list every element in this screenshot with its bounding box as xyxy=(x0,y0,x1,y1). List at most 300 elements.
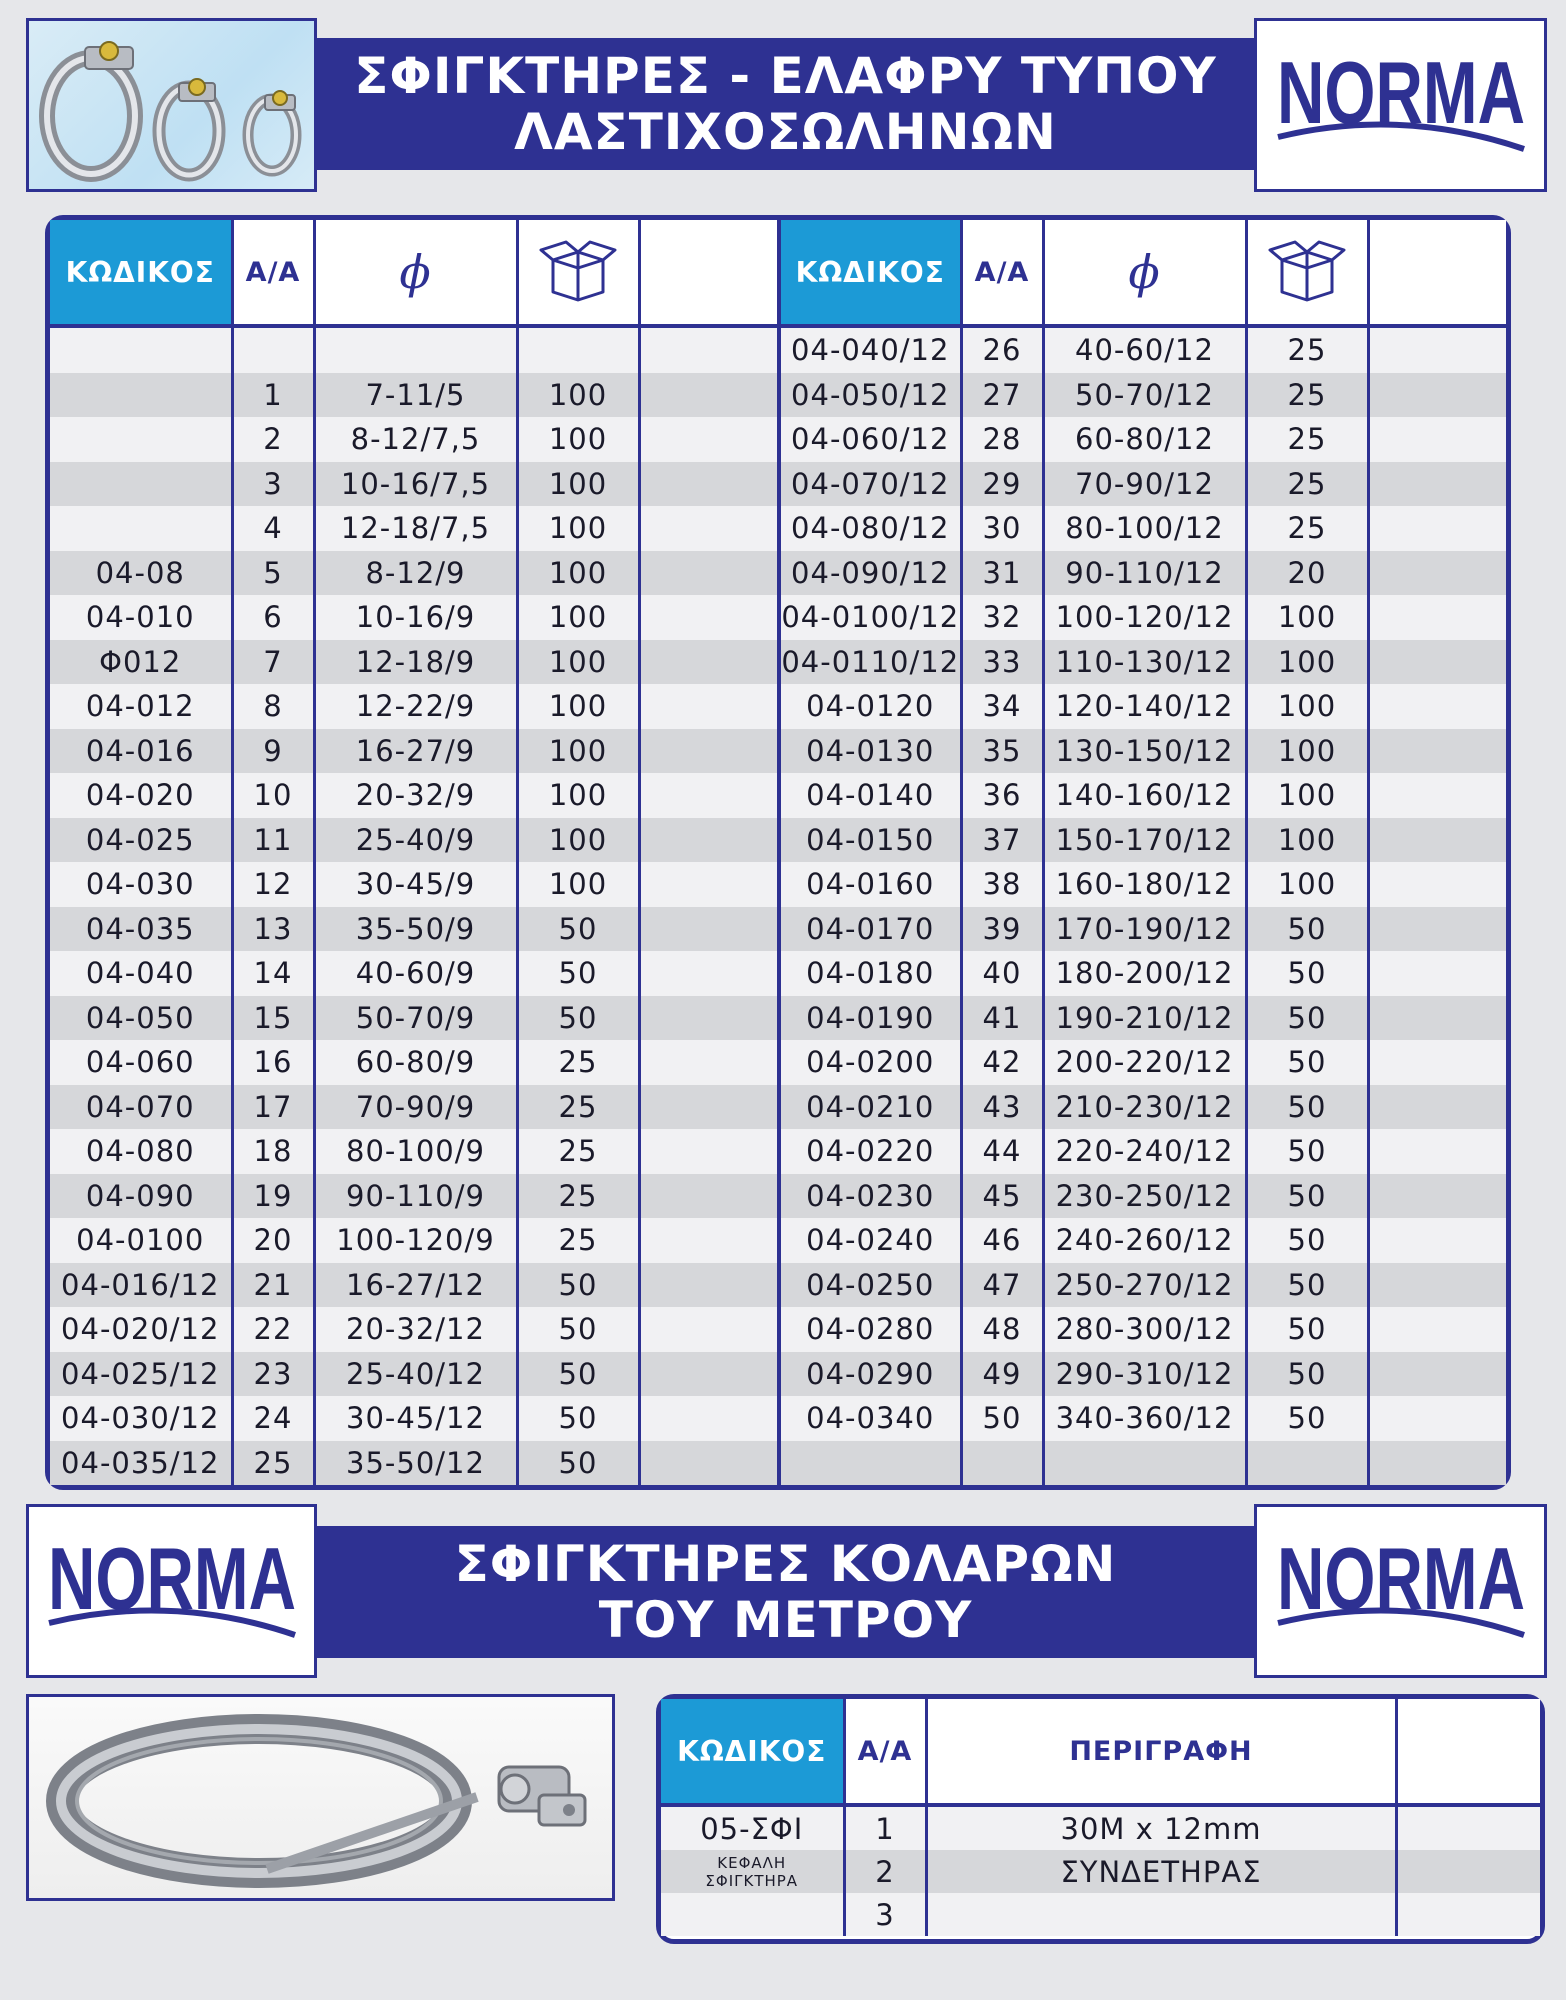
cell-pack-qty: 25 xyxy=(517,1218,639,1263)
cell-empty xyxy=(639,1263,779,1308)
cell-aa: 3 xyxy=(232,462,314,507)
box-icon xyxy=(537,236,619,302)
cell-empty xyxy=(639,996,779,1041)
cell-empty-right xyxy=(1368,595,1506,640)
table-row xyxy=(50,1396,1506,1441)
norma-logo-mark xyxy=(41,1531,303,1651)
cell-pack-qty: 50 xyxy=(517,951,639,996)
cell-aa: 5 xyxy=(232,551,314,596)
cell-empty-right xyxy=(1368,818,1506,863)
cell-empty xyxy=(639,1129,779,1174)
cell-code-right: 04-060/12 xyxy=(779,417,961,462)
cell-aa: 7 xyxy=(232,640,314,685)
cell-empty-right xyxy=(1368,462,1506,507)
cell-diameter: 80-100/9 xyxy=(314,1129,517,1174)
cell-aa: 17 xyxy=(232,1085,314,1130)
cell-diameter-right: 210-230/12 xyxy=(1043,1085,1246,1130)
cell-pack-qty-right: 100 xyxy=(1246,818,1368,863)
section2-title-line2: ΤΟΥ ΜΕΤΡΟΥ xyxy=(598,1591,973,1649)
cell-code-right: 04-0340 xyxy=(779,1396,961,1441)
cell-empty xyxy=(639,729,779,774)
cell-aa-right: 33 xyxy=(961,640,1043,685)
cell-aa: 25 xyxy=(232,1441,314,1486)
cell-empty-right xyxy=(1368,1396,1506,1441)
cell-diameter: 8-12/7,5 xyxy=(314,417,517,462)
cell-empty-right xyxy=(1368,640,1506,685)
cell-aa-right: 29 xyxy=(961,462,1043,507)
cell-aa-right xyxy=(961,1441,1043,1486)
cell-diameter: 60-80/9 xyxy=(314,1040,517,1085)
cell-pack-qty-right: 100 xyxy=(1246,640,1368,685)
cell-empty xyxy=(639,1352,779,1397)
cell-empty xyxy=(639,462,779,507)
cell-aa-right: 38 xyxy=(961,862,1043,907)
cell-diameter: 40-60/9 xyxy=(314,951,517,996)
cell-empty-right xyxy=(1368,1441,1506,1486)
cell-code xyxy=(50,506,232,551)
norma-logo-text: NORMA xyxy=(1276,43,1525,142)
cell-code-right: 04-0280 xyxy=(779,1307,961,1352)
cell-pack-qty-right: 50 xyxy=(1246,1396,1368,1441)
col-header-empty xyxy=(639,220,779,326)
cell-pack-qty-right: 50 xyxy=(1246,1085,1368,1130)
cell-aa: 15 xyxy=(232,996,314,1041)
cell-code: 04-08 xyxy=(50,551,232,596)
cell-pack-qty: 100 xyxy=(517,729,639,774)
cell-pack-qty: 25 xyxy=(517,1129,639,1174)
cell-aa: 20 xyxy=(232,1218,314,1263)
cell-empty-right xyxy=(1368,951,1506,996)
cell-pack-qty-right: 50 xyxy=(1246,1263,1368,1308)
cell-diameter: 90-110/9 xyxy=(314,1174,517,1219)
col-header-diameter-right xyxy=(1043,220,1246,326)
cell-empty-right xyxy=(1368,1307,1506,1352)
cell-diameter: 12-18/9 xyxy=(314,640,517,685)
cell-pack-qty-right xyxy=(1246,1441,1368,1486)
cell-diameter: 35-50/9 xyxy=(314,907,517,952)
cell-code: 04-016/12 xyxy=(50,1263,232,1308)
cell-code: 04-030/12 xyxy=(50,1396,232,1441)
cell-empty-right xyxy=(1368,907,1506,952)
cell-aa: 22 xyxy=(232,1307,314,1352)
cell-empty xyxy=(639,1218,779,1263)
cell-code-right: 04-0130 xyxy=(779,729,961,774)
cell-empty xyxy=(639,595,779,640)
cell-code: 04-010 xyxy=(50,595,232,640)
cell-diameter: 16-27/9 xyxy=(314,729,517,774)
section1-title-line1: ΣΦΙΓΚΤΗΡΕΣ - ΕΛΑΦΡΥ ΤΥΠΟΥ xyxy=(354,47,1217,105)
cell-aa-right: 41 xyxy=(961,996,1043,1041)
cell-code xyxy=(50,417,232,462)
cell-empty-right xyxy=(1368,1174,1506,1219)
cell-pack-qty: 50 xyxy=(517,1307,639,1352)
cell-code-right: 04-080/12 xyxy=(779,506,961,551)
cell-empty-right xyxy=(1368,417,1506,462)
cell-pack-qty-right: 25 xyxy=(1246,326,1368,373)
cell-code xyxy=(661,1893,844,1936)
table-row xyxy=(50,1040,1506,1085)
cell-description xyxy=(926,1893,1396,1936)
cell-code-right: 04-0160 xyxy=(779,862,961,907)
cell-diameter: 12-22/9 xyxy=(314,684,517,729)
cell-pack-qty-right: 50 xyxy=(1246,951,1368,996)
table-row xyxy=(50,1085,1506,1130)
cell-aa: 2 xyxy=(844,1850,926,1893)
cell-diameter: 7-11/5 xyxy=(314,373,517,418)
cell-code-right: 04-0230 xyxy=(779,1174,961,1219)
table-row xyxy=(50,907,1506,952)
cell-diameter-right: 170-190/12 xyxy=(1043,907,1246,952)
cell-code-right: 04-0220 xyxy=(779,1129,961,1174)
cell-code: 04-020/12 xyxy=(50,1307,232,1352)
table-row xyxy=(50,684,1506,729)
cell-pack-qty-right: 100 xyxy=(1246,862,1368,907)
cell-diameter: 16-27/12 xyxy=(314,1263,517,1308)
diameter-symbol: ϕ xyxy=(399,245,432,299)
code-note-line2: ΣΦΙΓΚΤΗΡΑ xyxy=(705,1871,799,1890)
band-roll-illustration xyxy=(29,1697,612,1898)
cell-empty-right xyxy=(1368,373,1506,418)
box-icon xyxy=(1266,236,1348,302)
cell-aa-right: 40 xyxy=(961,951,1043,996)
cell-pack-qty: 100 xyxy=(517,684,639,729)
cell-diameter-right: 200-220/12 xyxy=(1043,1040,1246,1085)
cell-diameter-right: 110-130/12 xyxy=(1043,640,1246,685)
col-header-box-right xyxy=(1246,220,1368,326)
cell-pack-qty: 100 xyxy=(517,862,639,907)
col-header-aa: Α/Α xyxy=(232,220,314,326)
cell-pack-qty-right: 50 xyxy=(1246,1174,1368,1219)
cell-diameter-right: 230-250/12 xyxy=(1043,1174,1246,1219)
cell-code xyxy=(50,373,232,418)
table-row xyxy=(50,1263,1506,1308)
cell-diameter-right: 90-110/12 xyxy=(1043,551,1246,596)
cell-aa: 11 xyxy=(232,818,314,863)
cell-pack-qty: 50 xyxy=(517,1441,639,1486)
cell-diameter-right: 240-260/12 xyxy=(1043,1218,1246,1263)
table-row xyxy=(50,773,1506,818)
cell-empty-right xyxy=(1368,996,1506,1041)
table-row xyxy=(661,1893,1540,1936)
cell-code-right: 04-040/12 xyxy=(779,326,961,373)
cell-empty xyxy=(639,1396,779,1441)
cell-code-right: 04-090/12 xyxy=(779,551,961,596)
norma-logo-left xyxy=(26,1504,317,1678)
cell-pack-qty-right: 50 xyxy=(1246,1352,1368,1397)
norma-logo-text: NORMA xyxy=(47,1529,296,1628)
cell-aa-right: 45 xyxy=(961,1174,1043,1219)
cell-pack-qty: 100 xyxy=(517,551,639,596)
cell-diameter-right: 290-310/12 xyxy=(1043,1352,1246,1397)
table-header-row xyxy=(50,220,1506,326)
table-header-row xyxy=(661,1699,1540,1805)
cell-pack-qty xyxy=(517,326,639,373)
cell-code: 04-025/12 xyxy=(50,1352,232,1397)
cell-aa-right: 44 xyxy=(961,1129,1043,1174)
norma-logo xyxy=(1254,18,1547,192)
cell-empty xyxy=(639,506,779,551)
cell-diameter-right: 70-90/12 xyxy=(1043,462,1246,507)
table-row xyxy=(50,729,1506,774)
cell-aa: 19 xyxy=(232,1174,314,1219)
cell-diameter-right: 250-270/12 xyxy=(1043,1263,1246,1308)
cell-empty-right xyxy=(1368,1352,1506,1397)
table-row xyxy=(50,551,1506,596)
cell-empty-right xyxy=(1368,1040,1506,1085)
band-roll-photo xyxy=(26,1694,615,1901)
col-header-code: ΚΩΔΙΚΟΣ xyxy=(661,1699,844,1805)
cell-diameter-right: 100-120/12 xyxy=(1043,595,1246,640)
cell-empty xyxy=(1396,1893,1540,1936)
cell-empty xyxy=(639,417,779,462)
cell-code: 04-090 xyxy=(50,1174,232,1219)
cell-empty xyxy=(1396,1850,1540,1893)
cell-empty xyxy=(639,1085,779,1130)
cell-diameter: 10-16/9 xyxy=(314,595,517,640)
cell-empty xyxy=(639,1174,779,1219)
cell-aa-right: 47 xyxy=(961,1263,1043,1308)
cell-code: 04-080 xyxy=(50,1129,232,1174)
cell-code-right: 04-0200 xyxy=(779,1040,961,1085)
cell-empty-right xyxy=(1368,1263,1506,1308)
table-row xyxy=(50,595,1506,640)
cell-empty-right xyxy=(1368,551,1506,596)
cell-empty xyxy=(639,1441,779,1486)
cell-aa-right: 50 xyxy=(961,1396,1043,1441)
cell-code-right: 04-0190 xyxy=(779,996,961,1041)
cell-empty-right xyxy=(1368,684,1506,729)
cell-diameter-right: 280-300/12 xyxy=(1043,1307,1246,1352)
col-header-box xyxy=(517,220,639,326)
cell-code: 04-040 xyxy=(50,951,232,996)
cell-aa-right: 36 xyxy=(961,773,1043,818)
cell-aa: 21 xyxy=(232,1263,314,1308)
cell-code: 04-030 xyxy=(50,862,232,907)
cell-code: 05-ΣΦΙ xyxy=(661,1805,844,1850)
cell-diameter: 70-90/9 xyxy=(314,1085,517,1130)
cell-empty xyxy=(1396,1805,1540,1850)
cell-pack-qty-right: 100 xyxy=(1246,773,1368,818)
cell-aa: 2 xyxy=(232,417,314,462)
cell-aa: 4 xyxy=(232,506,314,551)
cell-aa xyxy=(232,326,314,373)
cell-empty-right xyxy=(1368,729,1506,774)
col-header-empty-right xyxy=(1368,220,1506,326)
cell-code-right: 04-0210 xyxy=(779,1085,961,1130)
cell-pack-qty-right: 25 xyxy=(1246,417,1368,462)
cell-pack-qty: 25 xyxy=(517,1085,639,1130)
cell-aa-right: 46 xyxy=(961,1218,1043,1263)
cell-diameter: 10-16/7,5 xyxy=(314,462,517,507)
clamps-table xyxy=(50,220,1506,1485)
cell-code: 04-016 xyxy=(50,729,232,774)
cell-code-right: 04-0170 xyxy=(779,907,961,952)
norma-logo-right xyxy=(1254,1504,1547,1678)
clamps-table-frame xyxy=(45,215,1511,1490)
cell-aa-right: 35 xyxy=(961,729,1043,774)
cell-empty-right xyxy=(1368,1218,1506,1263)
cell-diameter-right: 160-180/12 xyxy=(1043,862,1246,907)
cell-empty xyxy=(639,818,779,863)
cell-pack-qty: 50 xyxy=(517,996,639,1041)
cell-pack-qty: 25 xyxy=(517,1040,639,1085)
cell-pack-qty: 100 xyxy=(517,818,639,863)
cell-diameter: 100-120/9 xyxy=(314,1218,517,1263)
cell-code: 04-035 xyxy=(50,907,232,952)
cell-empty-right xyxy=(1368,1129,1506,1174)
cell-code-right: 04-070/12 xyxy=(779,462,961,507)
cell-aa-right: 26 xyxy=(961,326,1043,373)
cell-aa: 13 xyxy=(232,907,314,952)
cell-diameter: 30-45/12 xyxy=(314,1396,517,1441)
cell-empty xyxy=(639,551,779,596)
cell-aa: 1 xyxy=(232,373,314,418)
cell-aa: 14 xyxy=(232,951,314,996)
norma-logo-mark xyxy=(1270,45,1532,165)
cell-aa-right: 49 xyxy=(961,1352,1043,1397)
cell-empty xyxy=(639,326,779,373)
cell-pack-qty-right: 50 xyxy=(1246,996,1368,1041)
col-header-description: ΠΕΡΙΓΡΑΦΗ xyxy=(926,1699,1396,1805)
diameter-symbol: ϕ xyxy=(1128,245,1161,299)
cell-pack-qty: 25 xyxy=(517,1174,639,1219)
col-header-diameter xyxy=(314,220,517,326)
cell-code-right: 04-0250 xyxy=(779,1263,961,1308)
cell-pack-qty-right: 100 xyxy=(1246,729,1368,774)
cell-pack-qty-right: 20 xyxy=(1246,551,1368,596)
cell-diameter: 20-32/12 xyxy=(314,1307,517,1352)
cell-empty xyxy=(639,773,779,818)
col-header-code-right: ΚΩΔΙΚΟΣ xyxy=(779,220,961,326)
cell-empty-right xyxy=(1368,326,1506,373)
cell-aa: 12 xyxy=(232,862,314,907)
cell-diameter-right xyxy=(1043,1441,1246,1486)
cell-empty xyxy=(639,640,779,685)
cell-code: 04-035/12 xyxy=(50,1441,232,1486)
col-header-code: ΚΩΔΙΚΟΣ xyxy=(50,220,232,326)
cell-pack-qty: 100 xyxy=(517,595,639,640)
table-row xyxy=(50,1307,1506,1352)
cell-diameter: 25-40/12 xyxy=(314,1352,517,1397)
col-header-aa: Α/Α xyxy=(844,1699,926,1805)
cell-empty xyxy=(639,951,779,996)
cell-diameter: 30-45/9 xyxy=(314,862,517,907)
cell-code-right xyxy=(779,1441,961,1486)
cell-aa-right: 27 xyxy=(961,373,1043,418)
cell-code-right: 04-0100/12 xyxy=(779,595,961,640)
cell-pack-qty: 50 xyxy=(517,907,639,952)
cell-diameter-right: 50-70/12 xyxy=(1043,373,1246,418)
cell-aa: 18 xyxy=(232,1129,314,1174)
cell-empty-right xyxy=(1368,773,1506,818)
cell-empty-right xyxy=(1368,862,1506,907)
code-note-line1: ΚΕΦΑΛΗ xyxy=(717,1853,787,1872)
cell-code-right: 04-050/12 xyxy=(779,373,961,418)
cell-diameter-right: 220-240/12 xyxy=(1043,1129,1246,1174)
cell-pack-qty-right: 25 xyxy=(1246,506,1368,551)
table-row xyxy=(50,951,1506,996)
cell-pack-qty-right: 50 xyxy=(1246,1307,1368,1352)
cell-code: Φ012 xyxy=(50,640,232,685)
cell-code: 04-050 xyxy=(50,996,232,1041)
cell-diameter: 50-70/9 xyxy=(314,996,517,1041)
cell-code: 04-012 xyxy=(50,684,232,729)
cell-pack-qty: 100 xyxy=(517,462,639,507)
hose-clamps-photo xyxy=(26,18,317,192)
cell-code-right: 04-0240 xyxy=(779,1218,961,1263)
cell-aa: 8 xyxy=(232,684,314,729)
cell-empty xyxy=(639,684,779,729)
cell-diameter-right: 130-150/12 xyxy=(1043,729,1246,774)
cell-diameter xyxy=(314,326,517,373)
table-row xyxy=(50,326,1506,373)
cell-code: 04-0100 xyxy=(50,1218,232,1263)
cell-empty xyxy=(639,907,779,952)
cell-empty xyxy=(639,862,779,907)
section1-title-band xyxy=(317,38,1254,170)
cell-aa-right: 39 xyxy=(961,907,1043,952)
cell-code-right: 04-0140 xyxy=(779,773,961,818)
cell-aa-right: 28 xyxy=(961,417,1043,462)
cell-pack-qty: 100 xyxy=(517,640,639,685)
col-header-empty xyxy=(1396,1699,1540,1805)
cell-aa: 3 xyxy=(844,1893,926,1936)
table-row xyxy=(50,640,1506,685)
table-row xyxy=(50,1129,1506,1174)
table-row xyxy=(661,1850,1540,1893)
cell-pack-qty-right: 100 xyxy=(1246,595,1368,640)
cell-pack-qty: 50 xyxy=(517,1396,639,1441)
cell-empty-right xyxy=(1368,506,1506,551)
section1-title-line2: ΛΑΣΤΙΧΟΣΩΛΗΝΩΝ xyxy=(514,103,1057,161)
norma-logo-mark xyxy=(1270,1531,1532,1651)
cell-pack-qty-right: 25 xyxy=(1246,373,1368,418)
cell-aa: 6 xyxy=(232,595,314,640)
cell-code: 04-070 xyxy=(50,1085,232,1130)
table-row xyxy=(50,862,1506,907)
cell-pack-qty-right: 50 xyxy=(1246,1129,1368,1174)
table-row xyxy=(661,1805,1540,1850)
cell-description: ΣΥΝΔΕΤΗΡΑΣ xyxy=(926,1850,1396,1893)
table-row xyxy=(50,373,1506,418)
cell-code-right: 04-0180 xyxy=(779,951,961,996)
cell-code: 04-060 xyxy=(50,1040,232,1085)
cell-aa-right: 48 xyxy=(961,1307,1043,1352)
table-row xyxy=(50,462,1506,507)
cell-pack-qty: 100 xyxy=(517,417,639,462)
table-row xyxy=(50,417,1506,462)
section2-title-band xyxy=(317,1526,1254,1658)
cell-diameter-right: 40-60/12 xyxy=(1043,326,1246,373)
cell-aa: 23 xyxy=(232,1352,314,1397)
cell-aa-right: 34 xyxy=(961,684,1043,729)
cell-code xyxy=(50,462,232,507)
cell-diameter: 25-40/9 xyxy=(314,818,517,863)
cell-diameter-right: 180-200/12 xyxy=(1043,951,1246,996)
cell-diameter: 8-12/9 xyxy=(314,551,517,596)
band-table xyxy=(661,1699,1540,1936)
cell-aa-right: 42 xyxy=(961,1040,1043,1085)
cell-pack-qty-right: 100 xyxy=(1246,684,1368,729)
cell-diameter-right: 150-170/12 xyxy=(1043,818,1246,863)
cell-empty xyxy=(639,1040,779,1085)
cell-diameter-right: 190-210/12 xyxy=(1043,996,1246,1041)
cell-code-right: 04-0150 xyxy=(779,818,961,863)
cell-aa-right: 32 xyxy=(961,595,1043,640)
table-row xyxy=(50,1174,1506,1219)
cell-code: 04-020 xyxy=(50,773,232,818)
table-row xyxy=(50,1352,1506,1397)
